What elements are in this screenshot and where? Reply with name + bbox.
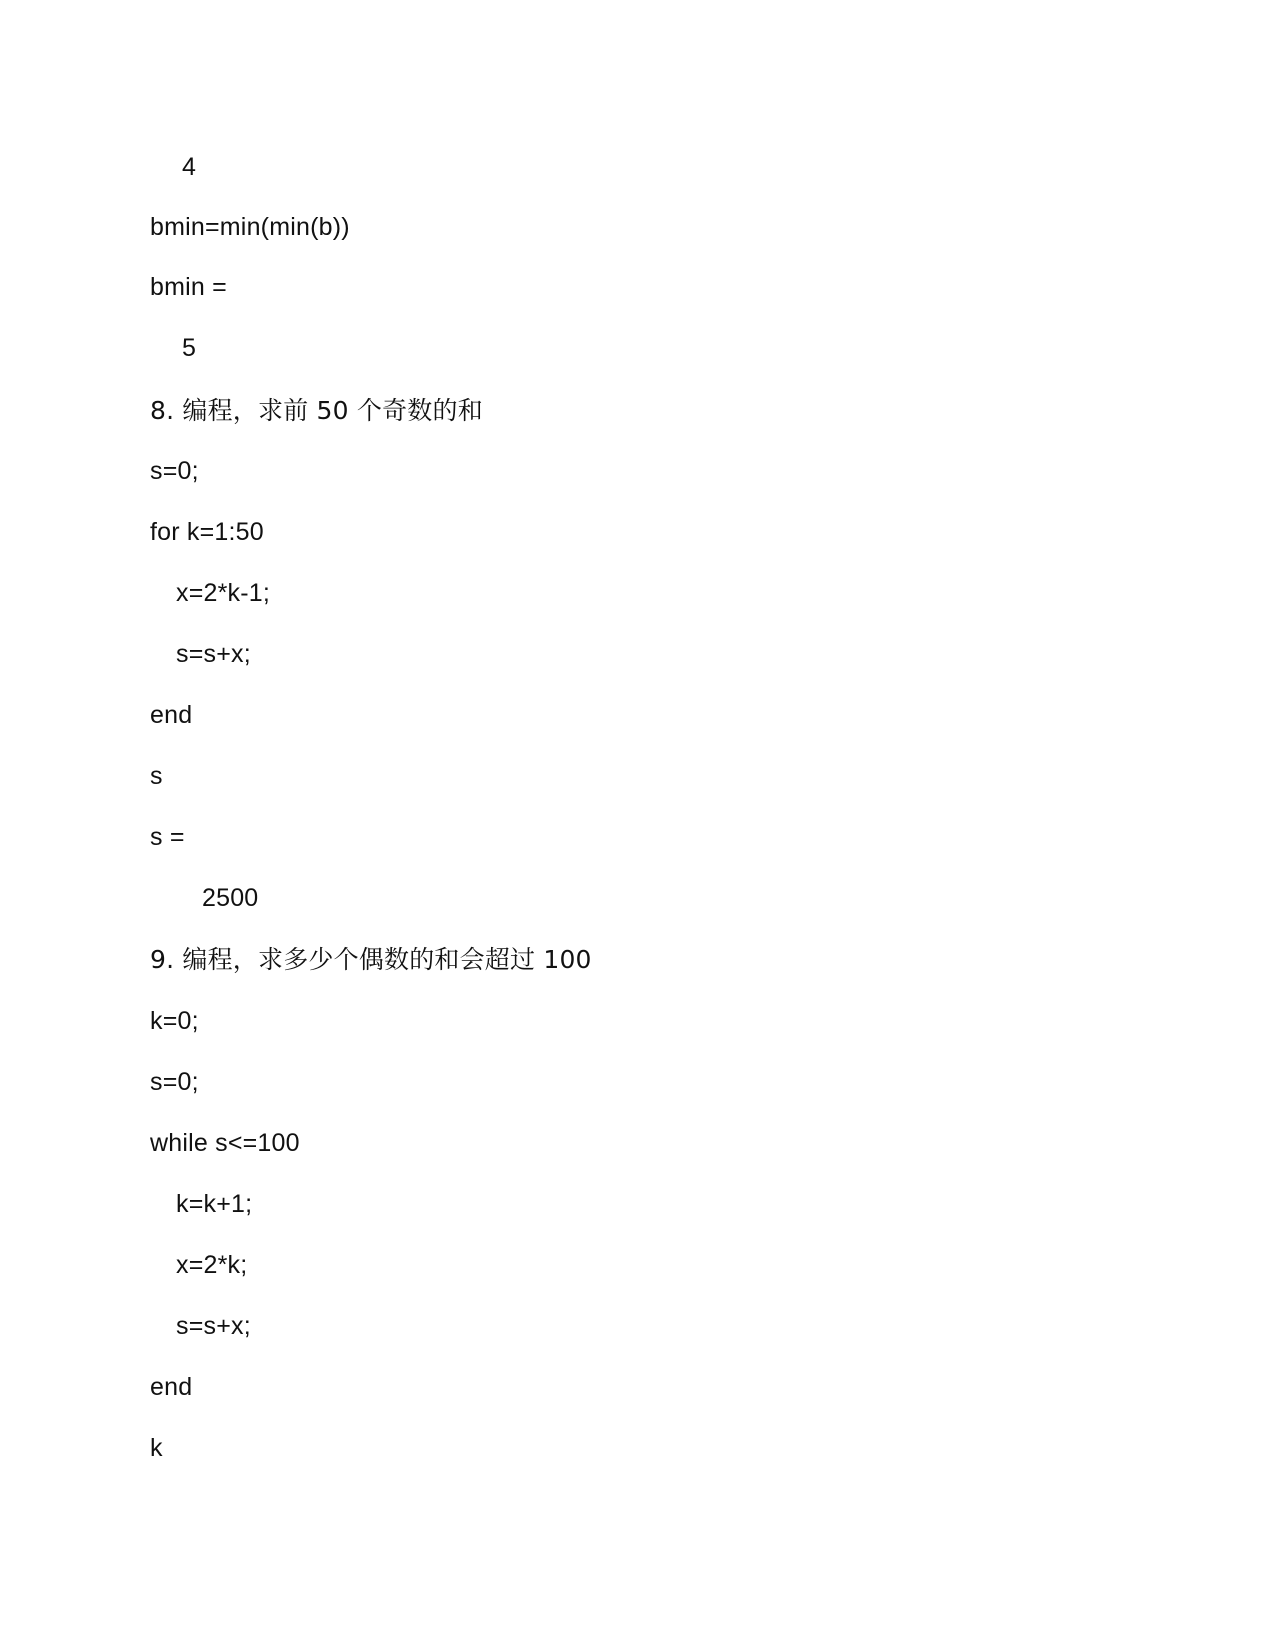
code-line: bmin=min(min(b)): [150, 213, 350, 241]
output-label-line: s =: [150, 823, 185, 851]
code-line: s=s+x;: [176, 1312, 251, 1340]
code-line: end: [150, 701, 193, 729]
output-value-line: 5: [182, 334, 197, 362]
output-label-line: bmin =: [150, 273, 227, 301]
output-value-line: 2500: [202, 884, 259, 912]
code-line: end: [150, 1373, 193, 1401]
code-line: s: [150, 762, 163, 790]
code-line: s=s+x;: [176, 640, 251, 668]
code-line: for k=1:50: [150, 518, 264, 546]
output-value-line: 4: [182, 153, 197, 181]
code-line: k: [150, 1434, 163, 1462]
code-line: k=0;: [150, 1007, 199, 1035]
code-line: x=2*k-1;: [176, 579, 271, 607]
exercise-heading-8: 8. 编程，求前 50 个奇数的和: [150, 396, 483, 425]
exercise-heading-9: 9. 编程，求多少个偶数的和会超过 100: [150, 945, 592, 974]
code-line: while s<=100: [150, 1129, 300, 1157]
code-line: s=0;: [150, 457, 199, 485]
code-line: x=2*k;: [176, 1251, 248, 1279]
code-line: k=k+1;: [176, 1190, 253, 1218]
code-line: s=0;: [150, 1068, 199, 1096]
